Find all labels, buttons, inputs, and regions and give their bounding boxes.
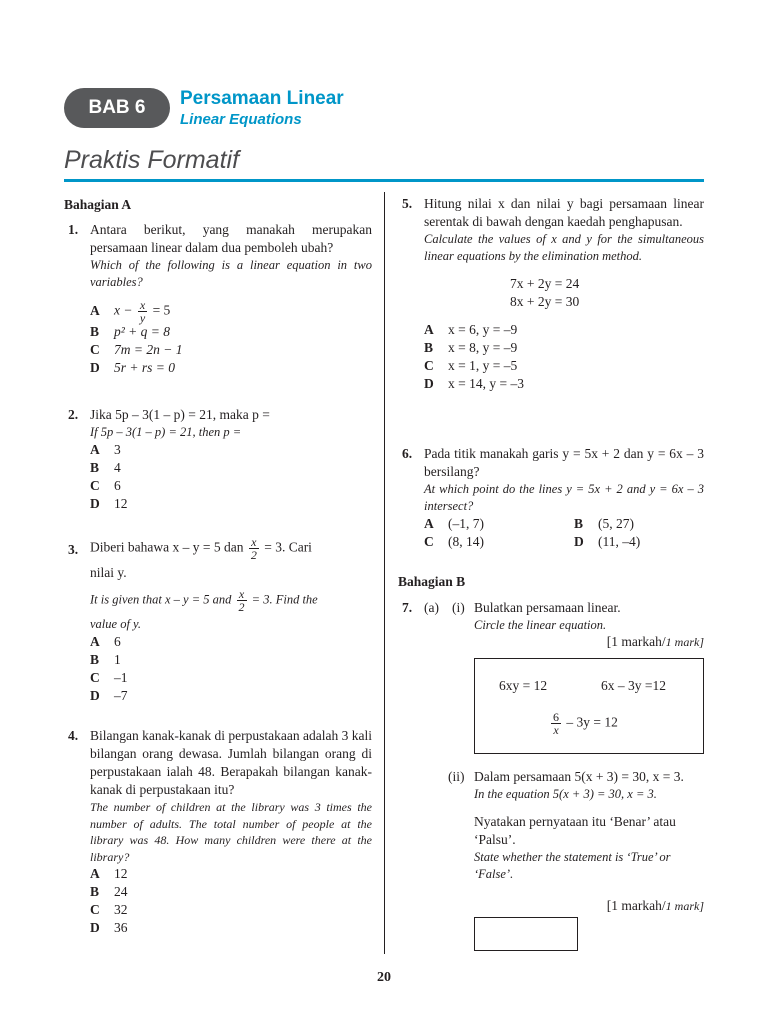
chapter-badge: BAB 6 bbox=[64, 88, 170, 128]
option-c[interactable]: C 7m = 2n − 1 bbox=[90, 342, 183, 357]
question-number: 1. bbox=[68, 222, 79, 237]
option-d[interactable]: D 12 bbox=[90, 496, 128, 511]
part-b-heading: Bahagian B bbox=[398, 574, 466, 589]
option-b[interactable]: B 4 bbox=[90, 460, 121, 475]
box-equation-3[interactable]: $\frac{6}{x}$ – 3y = 12 bbox=[553, 710, 618, 737]
question-text-ms: Bilangan kanak-kanak di perpustakaan adalah 3 kali bilangan orang dewasa. Jumlah bilangan orang di perpustakaan ialah 48. Berapakah bilangan kanak-kanak di perpustakaan itu? bbox=[90, 728, 372, 797]
equation-2: 8x + 2y = 30 bbox=[510, 294, 580, 309]
question-number: 3. bbox=[68, 542, 79, 557]
option-b[interactable]: B 1 bbox=[90, 652, 121, 667]
question-number: 6. bbox=[402, 446, 413, 461]
question-text-en: At which point do the lines y = 5x + 2 and y = 6x – 3 intersect? bbox=[424, 482, 704, 513]
question-3 bbox=[64, 536, 372, 705]
question-text-en: Which of the following is a linear equation in two variables? bbox=[90, 258, 372, 289]
q7-ii-marks: [1 markah/1 mark] bbox=[606, 898, 704, 913]
question-text-en: If 5p – 3(1 – p) = 21, then p = bbox=[90, 425, 242, 439]
option-d[interactable]: D –7 bbox=[90, 688, 128, 703]
box-equation-2[interactable]: 6x – 3y =12 bbox=[601, 678, 666, 693]
fraction: $\frac{x}{2}$ bbox=[250, 535, 257, 562]
option-b[interactable]: B 24 bbox=[90, 884, 128, 899]
option-b[interactable]: B x = 8, y = –9 bbox=[424, 340, 518, 355]
q7-ii-block bbox=[474, 768, 704, 883]
question-number: 7. bbox=[402, 600, 413, 615]
part-a-heading: Bahagian A bbox=[64, 197, 132, 212]
option-b[interactable]: B p² + q = 8 bbox=[90, 324, 171, 339]
question-text-ms-line2: nilai y. bbox=[90, 565, 127, 580]
option-d[interactable]: D 36 bbox=[90, 920, 128, 935]
chapter-title-ms: Persamaan Linear bbox=[180, 88, 344, 109]
fraction: $\frac{x}{y}$ bbox=[139, 298, 146, 325]
option-a[interactable]: A 12 bbox=[90, 866, 128, 881]
box-equation-1[interactable]: 6xy = 12 bbox=[499, 678, 548, 693]
question-6 bbox=[398, 445, 704, 551]
q7-ii-text-ms: Dalam persamaan 5(x + 3) = 30, x = 3. bbox=[474, 769, 684, 784]
question-text-ms: Pada titik manakah garis y = 5x + 2 dan y = 6x – 3 bersilang? bbox=[424, 446, 704, 479]
question-text-en-line2: value of y. bbox=[90, 617, 142, 631]
question-text-en: Calculate the values of x and y for the simultaneous linear equations by the elimination method. bbox=[424, 232, 704, 263]
question-text-ms: Hitung nilai x dan nilai y bagi persamaan linear serentak di bawah dengan kaedah penghapusan. bbox=[424, 196, 704, 229]
option-c[interactable]: C –1 bbox=[90, 670, 128, 685]
question-number: 4. bbox=[68, 728, 79, 743]
question-text-ms: Diberi bahawa x – y = 5 dan $\frac{x}{2}$ = 3. Cari bbox=[90, 535, 312, 562]
option-a[interactable]: A 6 bbox=[90, 634, 121, 649]
option-b[interactable]: B (5, 27) bbox=[574, 516, 634, 531]
q7-i-marks: [1 markah/1 mark] bbox=[606, 634, 704, 649]
question-text-ms: Jika 5p – 3(1 – p) = 21, maka p = bbox=[90, 407, 270, 422]
chapter-title-en: Linear Equations bbox=[180, 111, 302, 128]
option-d[interactable]: D x = 14, y = –3 bbox=[424, 376, 524, 391]
section-title: Praktis Formatif bbox=[64, 146, 240, 174]
fraction: $\frac{6}{x}$ bbox=[553, 710, 559, 737]
question-4 bbox=[64, 727, 372, 937]
option-c[interactable]: C (8, 14) bbox=[424, 534, 484, 549]
question-text-en: The number of children at the library was 3 times the number of adults. The total number of people at the library was 48. How many children were there at the library? bbox=[90, 800, 372, 864]
question-5 bbox=[398, 195, 704, 393]
option-c[interactable]: C x = 1, y = –5 bbox=[424, 358, 518, 373]
question-number: 2. bbox=[68, 407, 79, 422]
q7-ii-text-en: In the equation 5(x + 3) = 30, x = 3. bbox=[474, 787, 657, 801]
question-1 bbox=[64, 221, 372, 377]
fraction: $\frac{x}{2}$ bbox=[238, 587, 245, 614]
question-2 bbox=[64, 406, 372, 513]
equation-1: 7x + 2y = 24 bbox=[510, 276, 580, 291]
option-a[interactable]: A x − $\frac{x}{y}$ = 5 bbox=[90, 298, 171, 325]
page-number: 20 bbox=[377, 970, 391, 985]
column-divider bbox=[384, 192, 385, 954]
option-a[interactable]: A 3 bbox=[90, 442, 121, 457]
q7-ii-instruction-ms: Nyatakan pernyataan itu ‘Benar’ atau ‘Palsu’. bbox=[474, 814, 676, 847]
option-d[interactable]: D 5r + rs = 0 bbox=[90, 360, 175, 375]
section-title-rule bbox=[64, 179, 704, 182]
q7-i-text-en: Circle the linear equation. bbox=[474, 618, 607, 632]
q7-sub-i-label: (i) bbox=[452, 600, 465, 615]
q7-sub-ii-label: (ii) bbox=[448, 769, 465, 784]
option-c[interactable]: C 6 bbox=[90, 478, 121, 493]
question-number: 5. bbox=[402, 196, 413, 211]
option-a[interactable]: A x = 6, y = –9 bbox=[424, 322, 518, 337]
option-d[interactable]: D (11, –4) bbox=[574, 534, 641, 549]
question-text-ms: Antara berikut, yang manakah merupakan persamaan linear dalam dua pemboleh ubah? bbox=[90, 222, 372, 255]
equation-box bbox=[474, 658, 704, 754]
q7-part-a-label: (a) bbox=[424, 600, 439, 615]
q7-ii-instruction-en: State whether the statement is ‘True’ or ‘False’. bbox=[474, 850, 671, 881]
option-a[interactable]: A (–1, 7) bbox=[424, 516, 484, 531]
q7-i-text-ms: Bulatkan persamaan linear. bbox=[474, 600, 621, 615]
option-c[interactable]: C 32 bbox=[90, 902, 128, 917]
question-text-en: It is given that x – y = 5 and $\frac{x}{2}$ = 3. Find the bbox=[90, 587, 318, 614]
answer-box[interactable] bbox=[474, 917, 578, 951]
